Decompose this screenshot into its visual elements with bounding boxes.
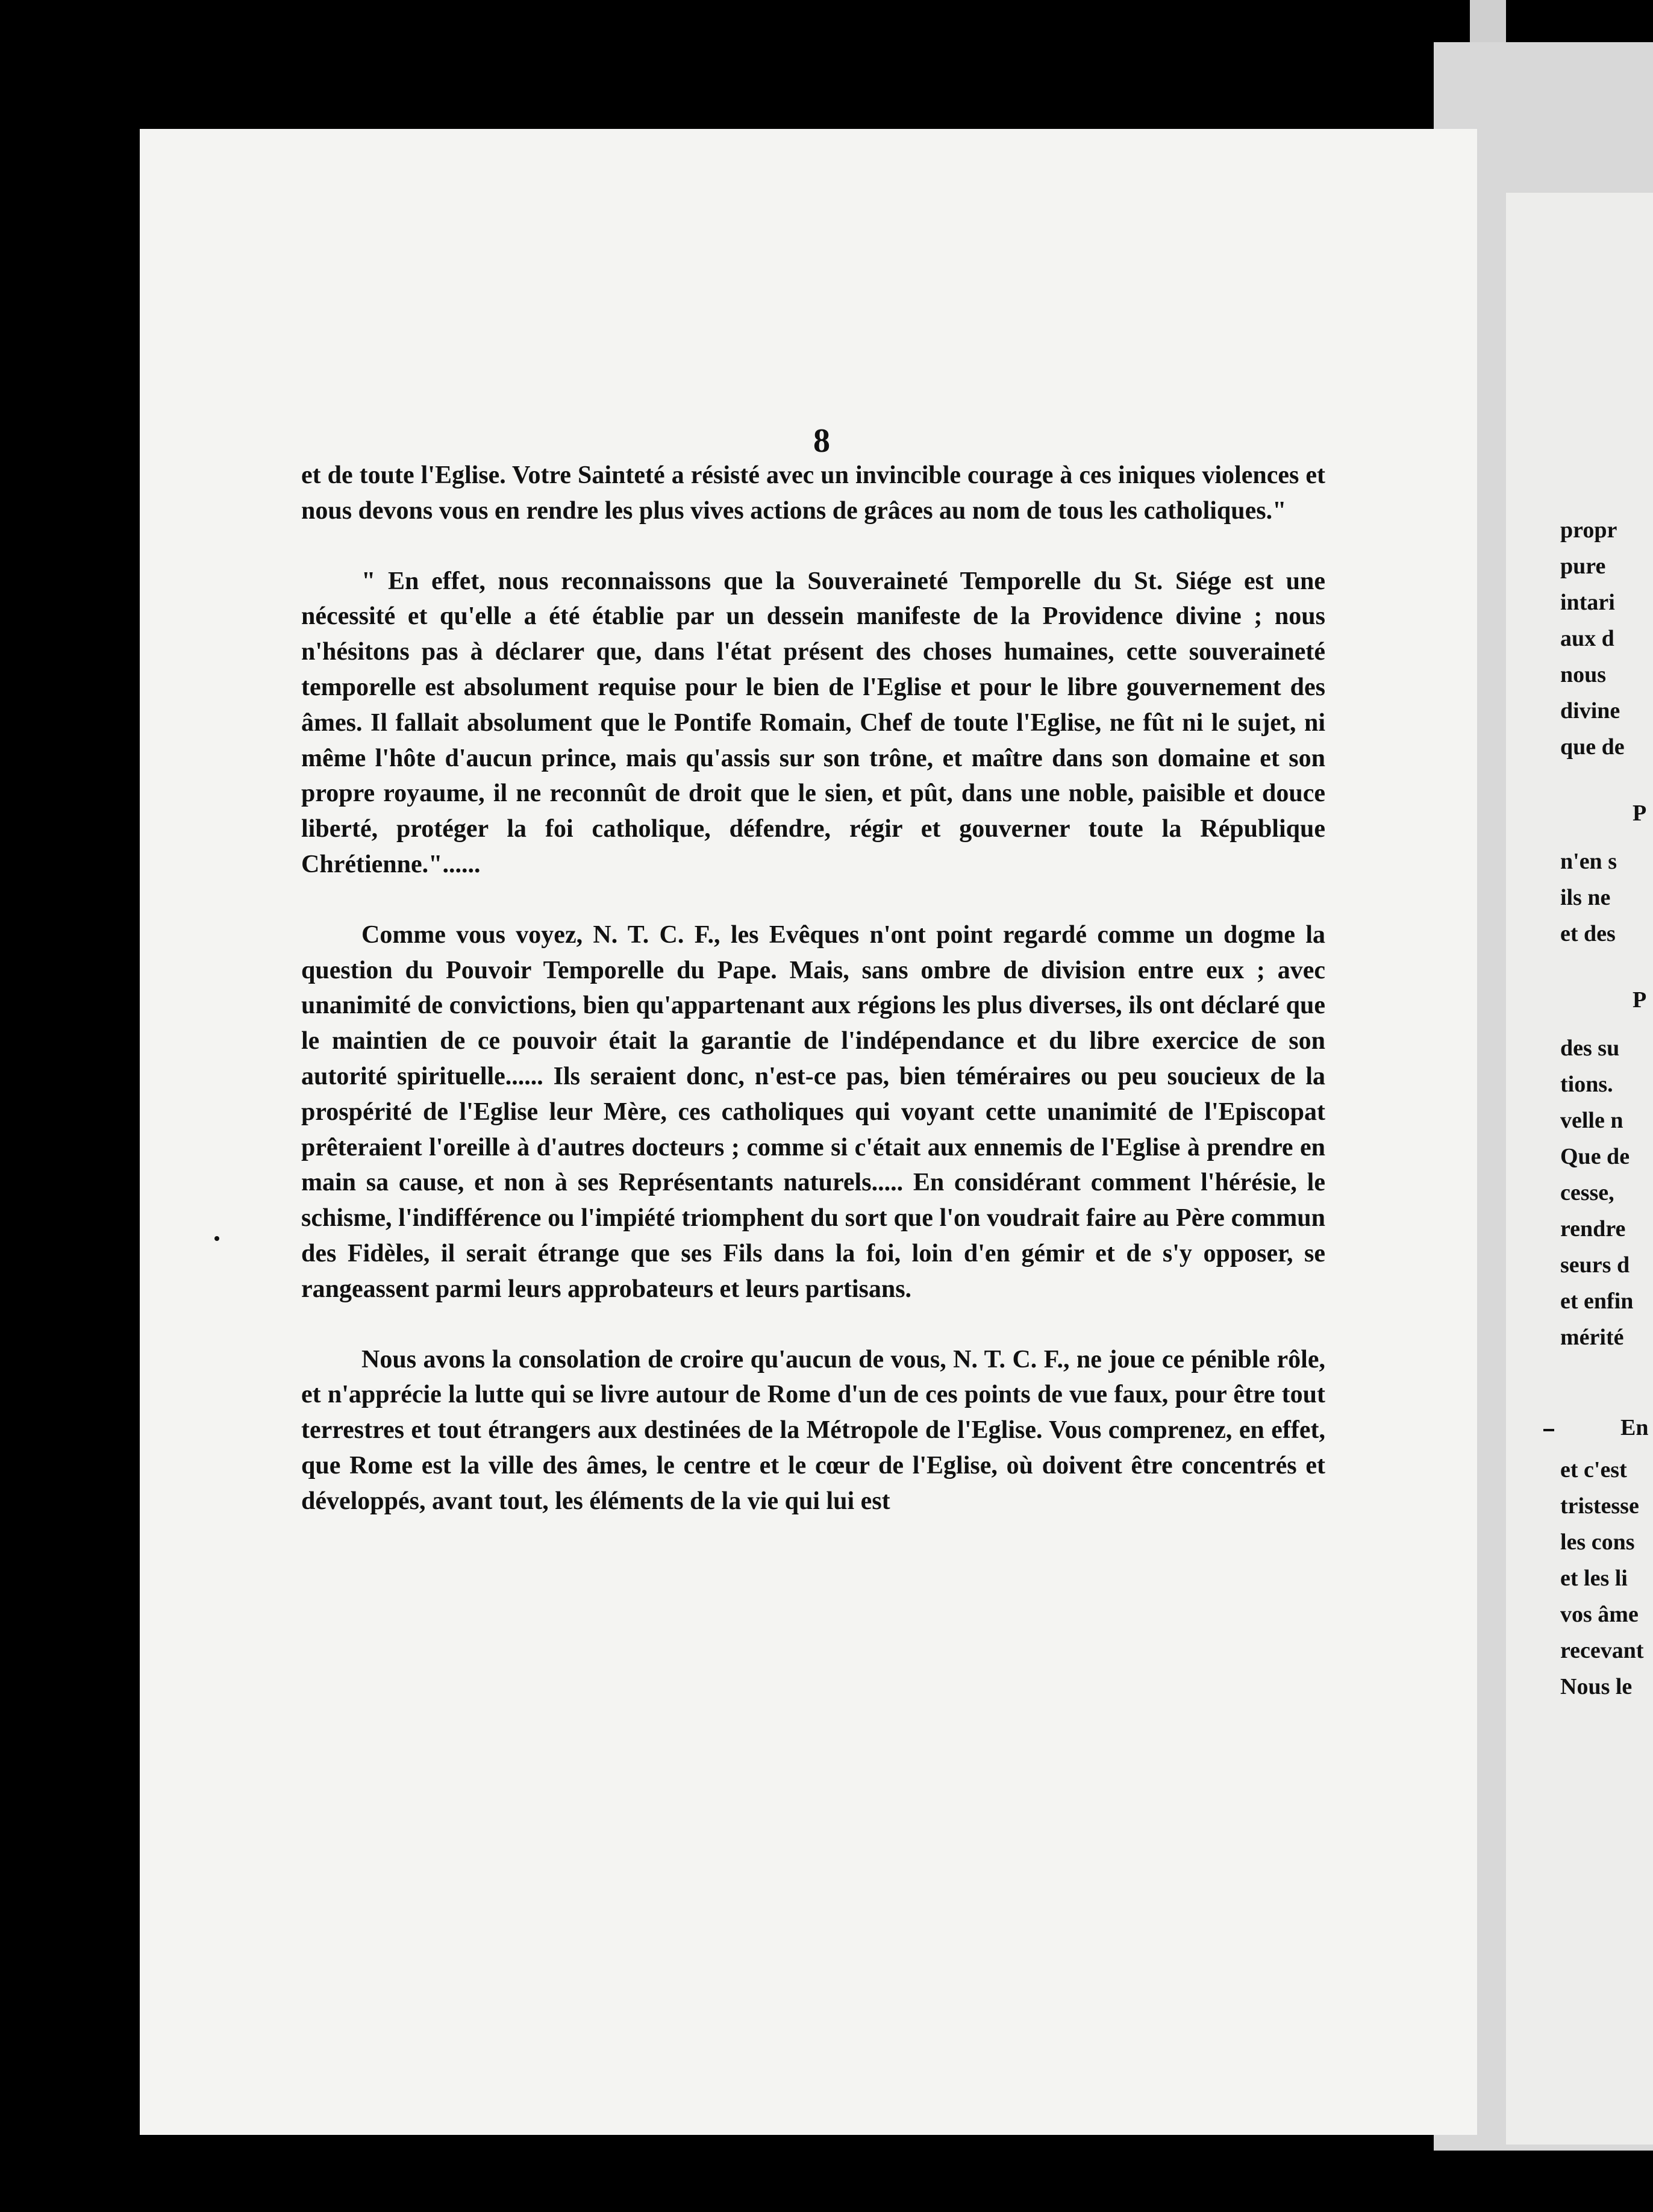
stray-mark (1543, 1429, 1554, 1431)
paragraph: Nous avons la consolation de croire qu'aucun de vous, N. T. C. F., ne joue ce pénible rôle, et n'apprécie la lutte qui se livre autour de Rome d'un de ces points de vue faux, pour être tout terrestres et tout étrangers aux destinées de la Métropole de l'Eglise. Vous comprenez, en effet, que Rome est la ville des âmes, le centre et le cœur de l'Eglise, où doivent être concentrés et développés, avant tout, les éléments de la vie qui lui est (301, 1345, 1325, 1515)
right-page-fragment: n'en s (1560, 849, 1617, 874)
right-page-fragment: vos âme (1560, 1602, 1639, 1627)
right-page-fragment: P (1633, 987, 1647, 1013)
right-page-fragment: seurs d (1560, 1252, 1630, 1278)
right-page-fragment: Que de (1560, 1144, 1630, 1169)
right-page-fragment: divine (1560, 698, 1620, 723)
paragraph: Comme vous voyez, N. T. C. F., les Evêques n'ont point regardé comme un dogme la question du Pouvoir Temporelle du Pape. Mais, sans ombre de division entre eux ; avec unanimité de convictions, bien qu'appartenant aux régions les plus diverses, ils ont déclaré que le maintien de ce pouvoir était la garantie de l'indépendance et du libre exercice de son autorité spirituelle...... Ils seraient donc, n'est-ce pas, bien téméraires ou peu soucieux de la prospérité de l'Eglise leur Mère, ces catholiques qui voyant cette unanimité de l'Episcopat prêteraient l'oreille à d'autres docteurs ; comme si c'était aux ennemis de l'Eglise à prendre en main sa cause, et non à ses Représentants naturels..... En considérant comment l'hérésie, le schisme, l'indifférence ou l'impiété triomphent du sort que l'on voudrait faire au Père commun des Fidèles, il serait étrange que ses Fils dans la foi, loin d'en gémir et de s'y opposer, se rangeassent parmi leurs approbateurs et leurs partisans. (301, 920, 1325, 1303)
right-page-fragment: que de (1560, 734, 1625, 760)
right-page-fragment: Nous le (1560, 1674, 1633, 1699)
stray-mark (214, 1236, 219, 1241)
paragraph: " En effet, nous reconnaissons que la Souveraineté Temporelle du St. Siége est une nécessité et qu'elle a été établie par un dessein manifeste de la Providence divine ; nous n'hésitons pas à déclarer que, dans l'état présent des choses humaines, cette souveraineté temporelle est absolument requise pour le bien de l'Eglise et pour le libre gouvernement des âmes. Il fallait absolument que le Pontife Romain, Chef de toute l'Eglise, ne fût ni le sujet, ni même l'hôte d'aucun prince, mais qu'assis sur son trône, et maître dans son domaine et son propre royaume, il ne reconnût de droit que le sien, et pût, dans une noble, paisible et douce liberté, protéger la foi catholique, défendre, régir et gouverner toute la République Chrétienne."...... (301, 567, 1325, 878)
right-page-fragment: P (1633, 801, 1647, 826)
right-page-fragment: cesse, (1560, 1180, 1614, 1205)
right-page-fragment: velle n (1560, 1108, 1623, 1133)
right-page-fragment: pure (1560, 554, 1606, 579)
right-page-fragment: rendre (1560, 1216, 1626, 1242)
right-page-fragment: tions. (1560, 1072, 1613, 1097)
right-page-fragment: En (1620, 1415, 1649, 1440)
right-page-fragment: nous (1560, 662, 1607, 687)
right-page-fragment: mérité (1560, 1325, 1624, 1350)
right-page-fragment: et les li (1560, 1566, 1628, 1591)
right-page-fragment: aux d (1560, 626, 1614, 651)
right-page-fragment: les cons (1560, 1529, 1635, 1555)
right-page-fragment: propr (1560, 517, 1617, 543)
right-page-fragment: et des (1560, 921, 1616, 946)
page-number: 8 (813, 422, 830, 460)
right-page-fragment: ils ne (1560, 885, 1611, 910)
right-page-fragment: et c'est (1560, 1457, 1627, 1482)
right-page-fragment: intari (1560, 590, 1615, 615)
right-page-fragment: et enfin (1560, 1289, 1634, 1314)
page-body (301, 458, 1325, 1554)
right-page-fragment: des su (1560, 1036, 1620, 1061)
paragraph: et de toute l'Eglise. Votre Sainteté a résisté avec un invincible courage à ces iniques violences et nous devons vous en rendre les plus vives actions de grâces au nom de tous les catholiques." (301, 461, 1325, 525)
right-page-fragment: recevant (1560, 1638, 1644, 1663)
right-page-fragment: tristesse (1560, 1493, 1639, 1519)
